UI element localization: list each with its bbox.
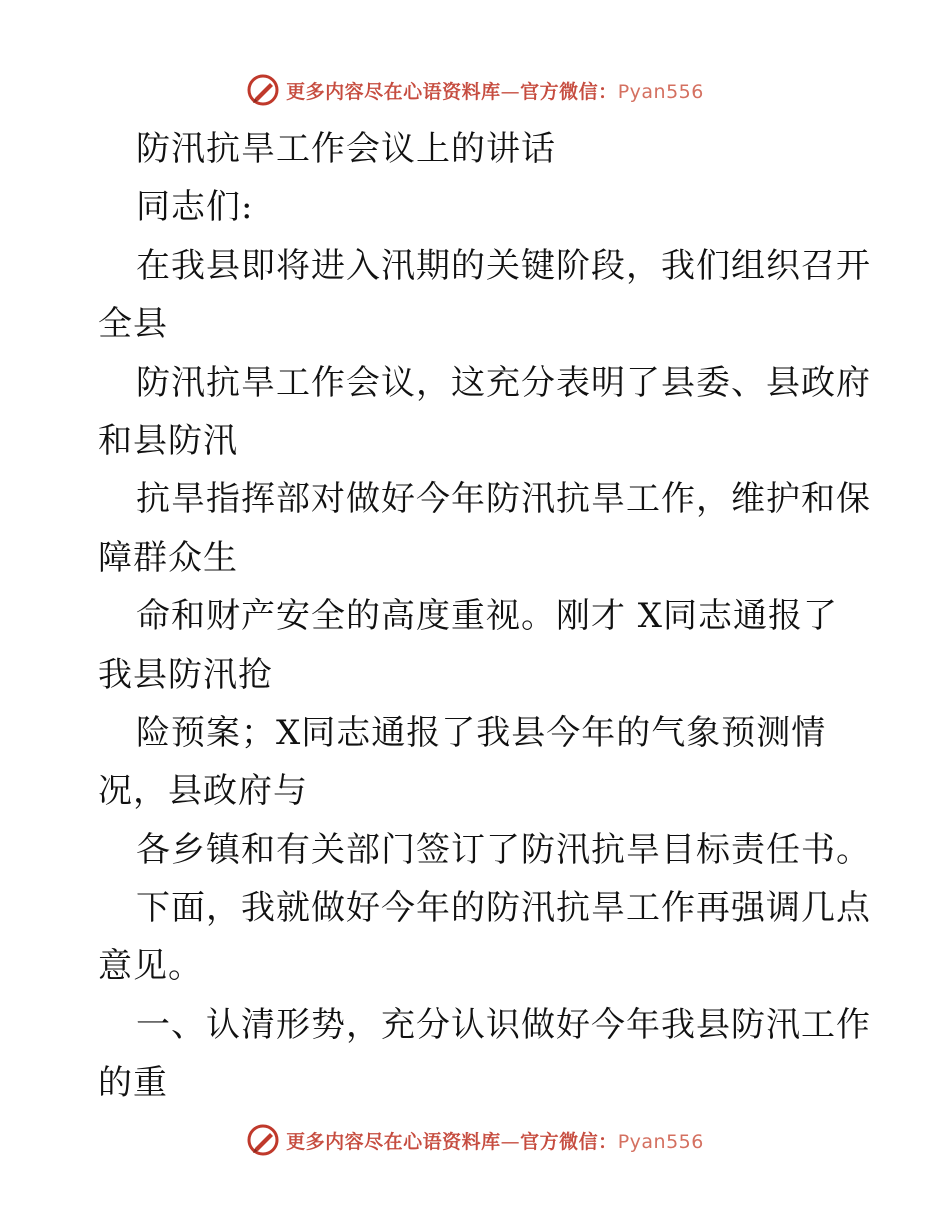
watermark-dash: — (500, 1130, 521, 1153)
paragraph-line: 在我县即将进入汛期的关键阶段，我们组织召开 (136, 245, 871, 286)
paragraph-line: 抗旱指挥部对做好今年防汛抗旱工作，维护和保 (136, 479, 871, 520)
section-heading-line: 一、认清形势，充分认识做好今年我县防汛工作 (136, 1004, 871, 1045)
watermark-suffix: 官方微信： (520, 1130, 618, 1153)
watermark-brand: 更多内容尽在心语资料库 (286, 1130, 501, 1153)
watermark-id: Pyan556 (617, 80, 704, 103)
section-heading-line: 的重 (98, 1063, 168, 1104)
watermark-suffix: 官方微信： (520, 80, 618, 103)
paragraph-line: 各乡镇和有关部门签订了防汛抗旱目标责任书。 (136, 829, 871, 870)
header-watermark (0, 70, 950, 110)
paragraph-line: 意见。 (98, 946, 203, 987)
paragraph-line: 命和财产安全的高度重视。刚才 X同志通报了 (136, 596, 839, 637)
paragraph-line: 和县防汛 (98, 420, 238, 461)
watermark-text (286, 77, 704, 104)
pen-logo-icon (246, 1123, 280, 1157)
paragraph-line: 防汛抗旱工作会议，这充分表明了县委、县政府 (136, 362, 871, 403)
watermark-text (286, 1127, 704, 1154)
watermark-id: Pyan556 (617, 1130, 704, 1153)
salutation: 同志们: (136, 187, 254, 228)
paragraph-line: 况，县政府与 (98, 771, 308, 812)
paragraph-line: 全县 (98, 304, 168, 345)
paragraph-line: 险预案；X同志通报了我县今年的气象预测情 (136, 712, 827, 753)
watermark-dash: — (500, 80, 521, 103)
pen-logo-icon (246, 73, 280, 107)
paragraph-line: 下面，我就做好今年的防汛抗旱工作再强调几点 (136, 888, 871, 929)
document-body (98, 120, 871, 1113)
paragraph-line: 我县防汛抢 (98, 654, 273, 695)
footer-watermark (0, 1120, 950, 1160)
paragraph-line: 障群众生 (98, 537, 238, 578)
document-title: 防汛抗旱工作会议上的讲话 (136, 129, 556, 169)
watermark-brand: 更多内容尽在心语资料库 (286, 80, 501, 103)
